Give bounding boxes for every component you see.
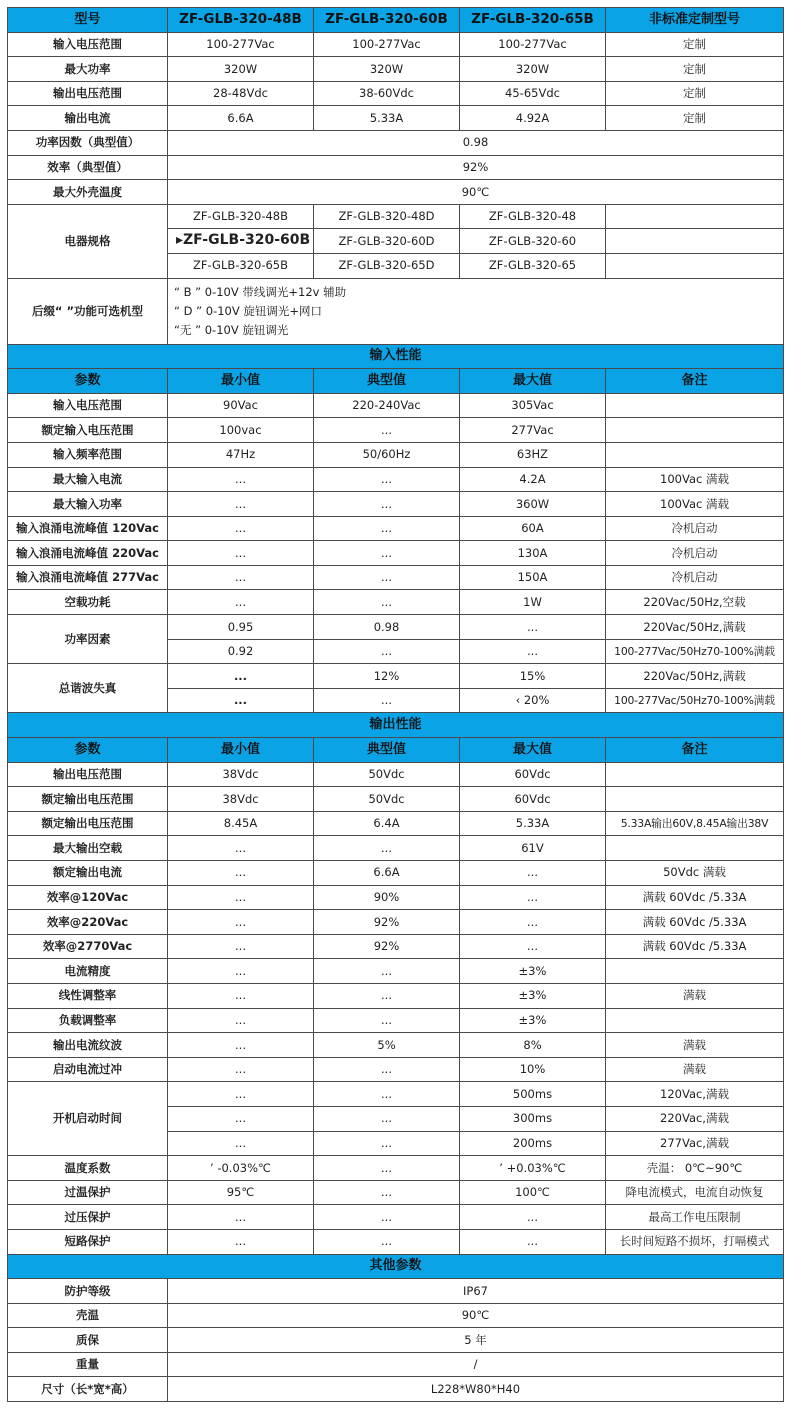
value-cell: ... [314, 959, 460, 984]
value-cell: ... [460, 1229, 606, 1254]
table-row [8, 787, 784, 812]
value-cell: 100℃ [460, 1180, 606, 1205]
row-label: 最大输出空载 [8, 836, 168, 861]
value-cell [606, 1008, 784, 1033]
value-cell: 220-240Vac [314, 393, 460, 418]
row-label: 输入浪涌电流峰值 277Vac [8, 565, 168, 590]
table-row [8, 1057, 784, 1082]
value-cell: ... [168, 1106, 314, 1131]
table-row [8, 1377, 784, 1402]
value-cell: ... [168, 1057, 314, 1082]
table-row [8, 934, 784, 959]
value-cell: 100vac [168, 418, 314, 443]
column-header: 典型值 [314, 738, 460, 763]
value-cell: 92% [314, 910, 460, 935]
value-cell: 满载 60Vdc /5.33A [606, 885, 784, 910]
row-label: 输入浪涌电流峰值 120Vac [8, 516, 168, 541]
value-cell: 5% [314, 1033, 460, 1058]
value-cell: ... [460, 861, 606, 886]
value-cell: 定制 [606, 106, 784, 131]
value-cell: 6.4A [314, 811, 460, 836]
value-cell: 5.33A [314, 106, 460, 131]
value-cell [606, 393, 784, 418]
row-label: 电流精度 [8, 959, 168, 984]
value-cell: 最高工作电压限制 [606, 1205, 784, 1230]
value-cell: 130A [460, 541, 606, 566]
table-row [8, 836, 784, 861]
section-title: 其他参数 [8, 1254, 784, 1279]
value-cell: ... [314, 688, 460, 713]
value-cell: 500ms [460, 1082, 606, 1107]
custom-model-label: 非标准定制型号 [606, 8, 784, 33]
column-header: 参数 [8, 738, 168, 763]
value-cell: ... [314, 467, 460, 492]
common-row [8, 130, 784, 155]
row-label: 输出电压范围 [8, 762, 168, 787]
row-label: 最大外壳温度 [8, 180, 168, 205]
model-variant-cell: ZF-GLB-320-48B [168, 204, 314, 229]
value-cell: 5 年 [168, 1328, 784, 1353]
row-label: 最大功率 [8, 57, 168, 82]
row-label: 短路保护 [8, 1229, 168, 1254]
value-cell: 50Vdc 满载 [606, 861, 784, 886]
table-row [8, 1279, 784, 1304]
table-row [8, 492, 784, 517]
value-cell: 60A [460, 516, 606, 541]
model-header-row [8, 8, 784, 33]
value-cell: ... [314, 516, 460, 541]
value-cell: ... [314, 418, 460, 443]
value-cell: ... [168, 1033, 314, 1058]
row-label: 输出电压范围 [8, 81, 168, 106]
value-cell: ... [168, 467, 314, 492]
value-cell: ... [314, 1106, 460, 1131]
row-label: 输入电压范围 [8, 32, 168, 57]
empty-cell [606, 229, 784, 254]
table-row [8, 1180, 784, 1205]
value-cell: 15% [460, 664, 606, 689]
value-cell: 92% [314, 934, 460, 959]
table-row [8, 885, 784, 910]
model-65b: ZF-GLB-320-65B [460, 8, 606, 33]
value-cell: ... [460, 1205, 606, 1230]
row-label: 启动电流过冲 [8, 1057, 168, 1082]
value-cell [606, 762, 784, 787]
row-label: 后缀“ ”功能可选机型 [8, 278, 168, 344]
row-label: 额定输入电压范围 [8, 418, 168, 443]
specification-row [8, 204, 784, 229]
value-cell: ... [168, 1008, 314, 1033]
table-row [8, 1008, 784, 1033]
value-cell [606, 959, 784, 984]
model-variant-cell: ZF-GLB-320-65D [314, 253, 460, 278]
value-cell: ... [460, 639, 606, 664]
row-label: 过温保护 [8, 1180, 168, 1205]
table-row [8, 1328, 784, 1353]
model-variant-cell: ZF-GLB-320-48D [314, 204, 460, 229]
value-cell: 冷机启动 [606, 541, 784, 566]
row-label: 输出电流 [8, 106, 168, 131]
value-cell: ... [168, 492, 314, 517]
section-title-row [8, 344, 784, 369]
value-cell: 8% [460, 1033, 606, 1058]
value-cell: 冷机启动 [606, 565, 784, 590]
row-label: 输入电压范围 [8, 393, 168, 418]
value-cell: 38-60Vdc [314, 81, 460, 106]
row-label: 过压保护 [8, 1205, 168, 1230]
row-label: 负载调整率 [8, 1008, 168, 1033]
value-cell: 100-277Vac/50Hz70-100%满载 [606, 688, 784, 713]
value-cell: 8.45A [168, 811, 314, 836]
spec-row [8, 81, 784, 106]
value-cell: 60Vdc [460, 787, 606, 812]
value-cell: ... [314, 1229, 460, 1254]
value-cell: ... [168, 688, 314, 713]
value-cell: 0.92 [168, 639, 314, 664]
spec-row [8, 106, 784, 131]
row-label: 输入频率范围 [8, 442, 168, 467]
value-cell: 320W [168, 57, 314, 82]
row-label: 空载功耗 [8, 590, 168, 615]
value-cell: 100-277Vac [314, 32, 460, 57]
value-cell: ... [314, 1131, 460, 1156]
table-row [8, 1229, 784, 1254]
row-label: 额定输出电流 [8, 861, 168, 886]
value-cell: ... [314, 1008, 460, 1033]
column-header: 备注 [606, 369, 784, 394]
value-cell: ±3% [460, 983, 606, 1008]
table-row [8, 516, 784, 541]
empty-cell [606, 253, 784, 278]
column-header: 最小值 [168, 369, 314, 394]
value-cell: 满载 [606, 1057, 784, 1082]
row-label: 效率@2770Vac [8, 934, 168, 959]
suffix-row [8, 278, 784, 344]
table-row [8, 1082, 784, 1107]
value-cell: ... [460, 934, 606, 959]
value-cell: ... [168, 1131, 314, 1156]
table-row [8, 811, 784, 836]
row-label: 最大输入功率 [8, 492, 168, 517]
value-cell [606, 442, 784, 467]
value-cell: 92% [168, 155, 784, 180]
value-cell: ... [460, 615, 606, 640]
value-cell: 220Vac,满载 [606, 1106, 784, 1131]
suffix-option-line: “无 ” 0-10V 旋钮调光 [174, 322, 289, 337]
value-cell: 满载 [606, 1033, 784, 1058]
value-cell: 定制 [606, 32, 784, 57]
row-label: 壳温 [8, 1303, 168, 1328]
value-cell: ... [314, 836, 460, 861]
spec-table-body [8, 8, 784, 1402]
spec-row [8, 32, 784, 57]
value-cell: ... [168, 1229, 314, 1254]
value-cell: L228*W80*H40 [168, 1377, 784, 1402]
value-cell: ... [168, 590, 314, 615]
value-cell: ... [314, 1082, 460, 1107]
row-label: 最大输入电流 [8, 467, 168, 492]
value-cell: 6.6A [168, 106, 314, 131]
table-row [8, 565, 784, 590]
suffix-option-line: “ B ” 0-10V 带线调光+12v 辅助 [174, 284, 347, 299]
value-cell: 320W [460, 57, 606, 82]
table-row [8, 762, 784, 787]
value-cell: 4.2A [460, 467, 606, 492]
model-variant-cell: ZF-GLB-320-48 [460, 204, 606, 229]
value-cell: 5.33A输出60V,8.45A输出38V [606, 811, 784, 836]
value-cell: ... [314, 1205, 460, 1230]
column-header: 最大值 [460, 369, 606, 394]
value-cell: ±3% [460, 959, 606, 984]
row-label: 输入浪涌电流峰值 220Vac [8, 541, 168, 566]
value-cell: ... [168, 885, 314, 910]
model-label: 型号 [8, 8, 168, 33]
value-cell: 满载 60Vdc /5.33A [606, 934, 784, 959]
row-label: 质保 [8, 1328, 168, 1353]
value-cell: ... [314, 492, 460, 517]
value-cell: 220Vac/50Hz,空载 [606, 590, 784, 615]
value-cell: 12% [314, 664, 460, 689]
section-title-row [8, 713, 784, 738]
table-row [8, 910, 784, 935]
section-title: 输出性能 [8, 713, 784, 738]
value-cell: 定制 [606, 81, 784, 106]
value-cell: 90% [314, 885, 460, 910]
value-cell: 100-277Vac [168, 32, 314, 57]
row-label: 重量 [8, 1352, 168, 1377]
row-label: 线性调整率 [8, 983, 168, 1008]
value-cell: 220Vac/50Hz,满载 [606, 615, 784, 640]
value-cell: 28-48Vdc [168, 81, 314, 106]
value-cell: 10% [460, 1057, 606, 1082]
value-cell: 150A [460, 565, 606, 590]
suffix-option-line: “ D ” 0-10V 旋钮调光+网口 [174, 303, 322, 318]
value-cell [606, 418, 784, 443]
value-cell: 0.98 [314, 615, 460, 640]
row-label: 效率@220Vac [8, 910, 168, 935]
row-label: 开机启动时间 [8, 1082, 168, 1156]
value-cell [606, 787, 784, 812]
value-cell [606, 836, 784, 861]
table-row [8, 541, 784, 566]
value-cell: 277Vac,满载 [606, 1131, 784, 1156]
value-cell: ... [314, 541, 460, 566]
value-cell: 50/60Hz [314, 442, 460, 467]
column-header: 最小值 [168, 738, 314, 763]
value-cell: 63HZ [460, 442, 606, 467]
value-cell: 61V [460, 836, 606, 861]
value-cell: 4.92A [460, 106, 606, 131]
value-cell: 满载 [606, 983, 784, 1008]
row-label: 温度系数 [8, 1156, 168, 1181]
model-variant-cell: ZF-GLB-320-60 [460, 229, 606, 254]
value-cell: 45-65Vdc [460, 81, 606, 106]
table-row [8, 467, 784, 492]
value-cell: ... [168, 934, 314, 959]
value-cell: ... [168, 836, 314, 861]
suffix-options [168, 278, 784, 344]
value-cell: ... [314, 1057, 460, 1082]
row-label: 电器规格 [8, 204, 168, 278]
value-cell: 50Vdc [314, 762, 460, 787]
value-cell: ... [314, 639, 460, 664]
empty-cell [606, 204, 784, 229]
value-cell: IP67 [168, 1279, 784, 1304]
table-row [8, 590, 784, 615]
value-cell: 50Vdc [314, 787, 460, 812]
row-label: 功率因数（典型值） [8, 130, 168, 155]
column-header: 参数 [8, 369, 168, 394]
value-cell: 38Vdc [168, 762, 314, 787]
common-row [8, 155, 784, 180]
value-cell: ... [168, 861, 314, 886]
value-cell: ’ -0.03%℃ [168, 1156, 314, 1181]
table-row [8, 983, 784, 1008]
value-cell: ... [168, 910, 314, 935]
value-cell: 壳温： 0℃~90℃ [606, 1156, 784, 1181]
value-cell: ... [460, 910, 606, 935]
value-cell: ... [460, 885, 606, 910]
table-row [8, 664, 784, 689]
value-cell: ±3% [460, 1008, 606, 1033]
column-header: 最大值 [460, 738, 606, 763]
table-row [8, 393, 784, 418]
value-cell: 277Vac [460, 418, 606, 443]
table-row [8, 959, 784, 984]
table-row [8, 615, 784, 640]
value-cell: 0.95 [168, 615, 314, 640]
value-cell: 90Vac [168, 393, 314, 418]
section-title-row [8, 1254, 784, 1279]
value-cell: ... [168, 1082, 314, 1107]
model-variant-cell: ZF-GLB-320-65 [460, 253, 606, 278]
value-cell: 90℃ [168, 180, 784, 205]
value-cell: 90℃ [168, 1303, 784, 1328]
row-label: 效率@120Vac [8, 885, 168, 910]
table-row [8, 442, 784, 467]
value-cell: 360W [460, 492, 606, 517]
value-cell: 47Hz [168, 442, 314, 467]
row-label: 功率因素 [8, 615, 168, 664]
value-cell: ... [314, 983, 460, 1008]
value-cell: ... [168, 959, 314, 984]
table-row [8, 1033, 784, 1058]
value-cell: ’ +0.03%℃ [460, 1156, 606, 1181]
model-60b: ZF-GLB-320-60B [314, 8, 460, 33]
value-cell: 冷机启动 [606, 516, 784, 541]
value-cell: 95℃ [168, 1180, 314, 1205]
value-cell: ... [168, 516, 314, 541]
table-row [8, 1303, 784, 1328]
value-cell: ... [314, 590, 460, 615]
value-cell: 1W [460, 590, 606, 615]
value-cell: 305Vac [460, 393, 606, 418]
row-label: 尺寸（长*宽*高） [8, 1377, 168, 1402]
row-label: 防护等级 [8, 1279, 168, 1304]
column-header: 备注 [606, 738, 784, 763]
row-label: 额定输出电压范围 [8, 811, 168, 836]
value-cell: 100-277Vac/50Hz70-100%满载 [606, 639, 784, 664]
value-cell: ... [168, 565, 314, 590]
table-row [8, 1352, 784, 1377]
value-cell: 5.33A [460, 811, 606, 836]
table-row [8, 1156, 784, 1181]
column-header-row [8, 369, 784, 394]
value-cell: 320W [314, 57, 460, 82]
value-cell: ... [314, 565, 460, 590]
value-cell: 满载 60Vdc /5.33A [606, 910, 784, 935]
value-cell: ... [314, 1180, 460, 1205]
table-row [8, 1205, 784, 1230]
value-cell: ... [168, 983, 314, 1008]
common-row [8, 180, 784, 205]
model-variant-cell: ▸ZF-GLB-320-60B [168, 229, 314, 254]
value-cell: 定制 [606, 57, 784, 82]
value-cell: 38Vdc [168, 787, 314, 812]
model-variant-cell: ZF-GLB-320-65B [168, 253, 314, 278]
value-cell: 60Vdc [460, 762, 606, 787]
value-cell: / [168, 1352, 784, 1377]
value-cell: 200ms [460, 1131, 606, 1156]
column-header-row [8, 738, 784, 763]
row-label: 效率（典型值） [8, 155, 168, 180]
value-cell: 220Vac/50Hz,满载 [606, 664, 784, 689]
value-cell: ... [314, 1156, 460, 1181]
spec-row [8, 57, 784, 82]
value-cell: 0.98 [168, 130, 784, 155]
value-cell: ‹ 20% [460, 688, 606, 713]
value-cell: 6.6A [314, 861, 460, 886]
value-cell: ... [168, 541, 314, 566]
model-variant-cell: ZF-GLB-320-60D [314, 229, 460, 254]
table-row [8, 418, 784, 443]
value-cell: 300ms [460, 1106, 606, 1131]
value-cell: ... [168, 1205, 314, 1230]
section-title: 输入性能 [8, 344, 784, 369]
value-cell: 100Vac 满载 [606, 492, 784, 517]
column-header: 典型值 [314, 369, 460, 394]
row-label: 总谐波失真 [8, 664, 168, 713]
value-cell: 100-277Vac [460, 32, 606, 57]
model-48b: ZF-GLB-320-48B [168, 8, 314, 33]
row-label: 额定输出电压范围 [8, 787, 168, 812]
value-cell: 降电流模式，电流自动恢复 [606, 1180, 784, 1205]
value-cell: 长时间短路不损坏，打嗝模式 [606, 1229, 784, 1254]
row-label: 输出电流纹波 [8, 1033, 168, 1058]
value-cell: 120Vac,满载 [606, 1082, 784, 1107]
spec-table [7, 7, 784, 1402]
table-row [8, 861, 784, 886]
value-cell: 100Vac 满载 [606, 467, 784, 492]
value-cell: ... [168, 664, 314, 689]
